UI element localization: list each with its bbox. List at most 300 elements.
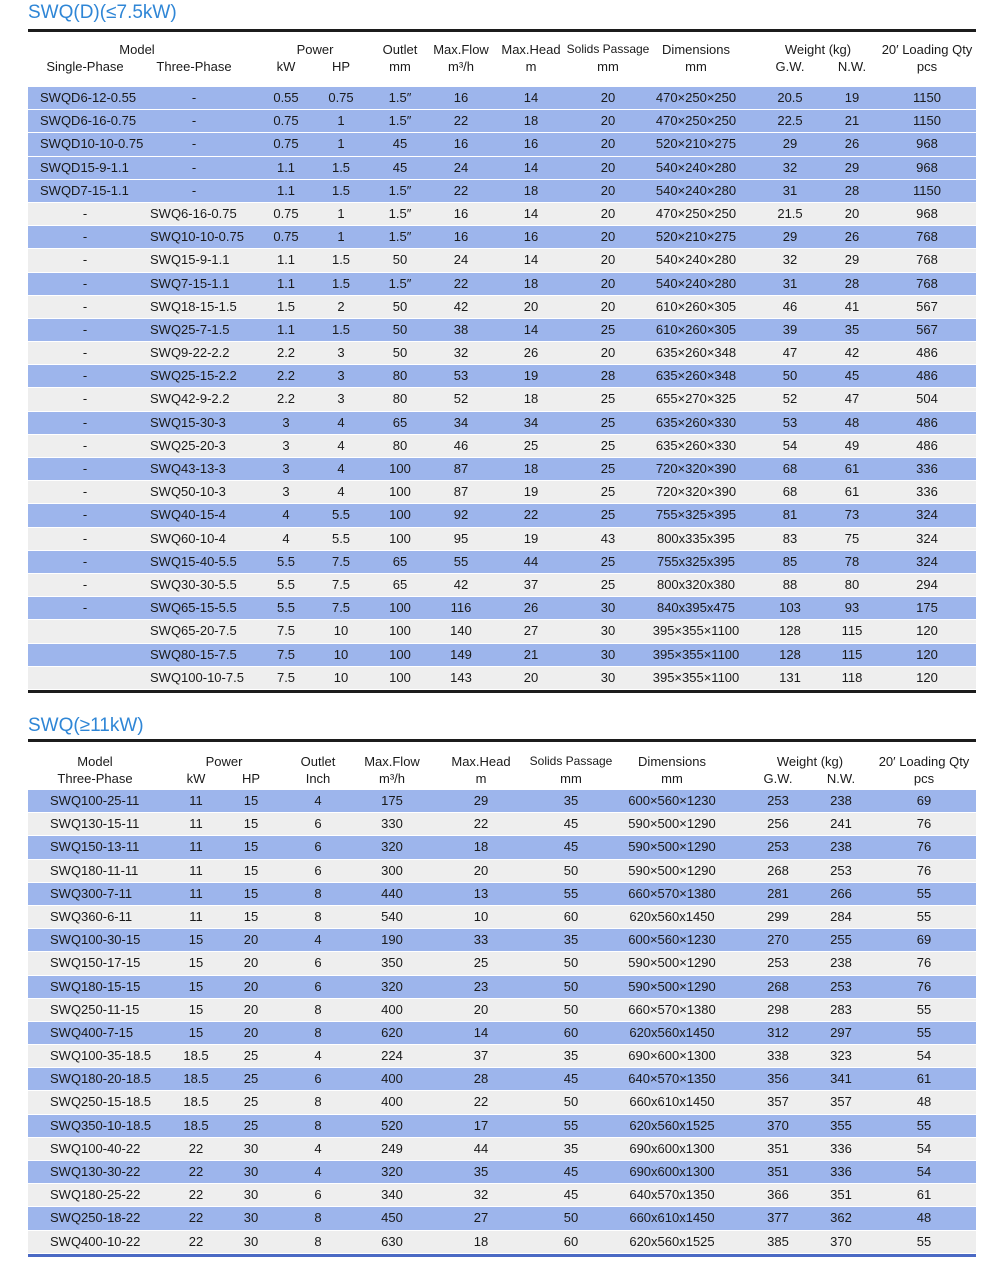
cell-single: SWQD7-15-1.1: [40, 182, 129, 198]
cell-nw: 266: [830, 885, 852, 901]
cell-flow: 320: [381, 839, 403, 855]
cell-solids: 50: [563, 1094, 579, 1110]
cell-dims: 660x610x1450: [629, 1094, 715, 1110]
table-row: [28, 574, 976, 597]
cell-qty: 486: [916, 437, 938, 453]
hdr-solids-passage: Solids Passage: [566, 42, 650, 56]
cell-dims: 620x560x1525: [629, 1117, 715, 1133]
table-swqd: [28, 29, 976, 693]
cell-gw: 253: [767, 955, 789, 971]
table-row: [28, 504, 976, 527]
cell-kw: 18.5: [183, 1071, 209, 1087]
cell-gw: 281: [767, 885, 789, 901]
cell-head: 22: [523, 507, 539, 523]
cell-dims: 620x560x1525: [629, 1233, 715, 1249]
cell-kw: 11: [189, 908, 203, 924]
hdr-outlet: Outlet: [300, 754, 336, 769]
cell-qty: 55: [916, 908, 932, 924]
cell-flow: 46: [453, 437, 469, 453]
cell-solids: 43: [600, 530, 616, 546]
cell-kw: 3: [282, 484, 290, 500]
cell-nw: 351: [830, 1187, 852, 1203]
hdr-max-flow: Max.Flow: [364, 754, 420, 769]
cell-model: SWQ250-11-15: [50, 1001, 140, 1017]
cell-dims: 610×260×305: [655, 321, 737, 337]
cell-head: 33: [473, 932, 489, 948]
cell-gw: 268: [767, 862, 789, 878]
cell-flow: 24: [453, 159, 469, 175]
cell-solids: 30: [600, 646, 616, 662]
cell-solids: 60: [563, 1233, 579, 1249]
cell-hp: 25: [243, 1094, 259, 1110]
cell-flow: 340: [381, 1187, 403, 1203]
cell-flow: 440: [381, 885, 403, 901]
cell-three: -: [191, 182, 197, 198]
cell-head: 37: [523, 576, 539, 592]
cell-kw: 11: [189, 839, 203, 855]
cell-gw: 299: [767, 908, 789, 924]
table-row: [28, 458, 976, 481]
cell-model: SWQ360-6-11: [50, 908, 133, 924]
cell-model: SWQ250-15-18.5: [50, 1094, 152, 1110]
cell-nw: 21: [844, 113, 860, 129]
cell-solids: 25: [600, 321, 616, 337]
cell-dims: 470×250×250: [655, 90, 737, 105]
cell-hp: 7.5: [331, 553, 351, 569]
cell-single: -: [82, 437, 88, 453]
cell-three: SWQ60-10-4: [150, 530, 226, 546]
cell-outlet: 4: [314, 793, 322, 808]
cell-flow: 520: [381, 1117, 403, 1133]
cell-kw: 11: [189, 816, 203, 832]
table-row: [28, 481, 976, 504]
cell-flow: 175: [381, 793, 403, 808]
cell-qty: 294: [916, 576, 938, 592]
cell-qty: 76: [916, 816, 932, 832]
cell-flow: 140: [450, 623, 472, 639]
table-row: [28, 249, 976, 272]
cell-head: 19: [523, 368, 539, 384]
hdr-head-unit: m: [525, 59, 537, 74]
cell-three: SWQ25-20-3: [150, 437, 226, 453]
cell-head: 35: [473, 1164, 489, 1179]
cell-solids: 30: [600, 669, 616, 685]
cell-head: 27: [523, 623, 539, 639]
cell-gw: 32: [782, 252, 798, 268]
table-row: [28, 551, 976, 574]
cell-outlet: 1.5″: [388, 229, 412, 245]
hdr-nw: N.W.: [837, 59, 867, 74]
cell-single: -: [82, 368, 88, 384]
cell-nw: 29: [844, 159, 860, 175]
cell-qty: 486: [916, 345, 938, 361]
cell-gw: 68: [782, 484, 798, 500]
table-row: [28, 644, 976, 667]
cell-three: -: [191, 159, 197, 175]
cell-dims: 720×320×390: [655, 461, 737, 476]
hdr-loading-qty: 20′ Loading Qty: [881, 42, 973, 57]
cell-dims: 800x335x395: [656, 530, 736, 546]
hdr-weight: Weight (kg): [784, 42, 852, 57]
cell-hp: 20: [243, 955, 259, 971]
cell-head: 18: [523, 391, 539, 407]
cell-flow: 42: [453, 298, 469, 314]
hdr-outlet-unit: mm: [389, 59, 411, 74]
cell-head: 17: [473, 1117, 489, 1133]
cell-flow: 22: [453, 182, 469, 198]
cell-gw: 47: [782, 345, 798, 361]
cell-three: SWQ15-9-1.1: [150, 252, 230, 268]
cell-kw: 2.2: [276, 345, 296, 361]
cell-dims: 655×270×325: [655, 391, 737, 407]
cell-three: SWQ40-15-4: [150, 507, 226, 523]
cell-single: -: [82, 229, 88, 245]
cell-flow: 24: [453, 252, 469, 268]
hdr-dimensions: Dimensions: [662, 42, 730, 57]
cell-head: 34: [523, 414, 539, 430]
cell-flow: 87: [453, 461, 469, 476]
cell-hp: 10: [333, 646, 349, 662]
cell-hp: 1.5: [331, 321, 351, 337]
cell-solids: 45: [563, 1164, 579, 1179]
cell-dims: 395×355×1100: [652, 646, 740, 662]
hdr-loading-qty: 20′ Loading Qty: [878, 754, 970, 769]
cell-three: SWQ100-10-7.5: [150, 669, 244, 685]
cell-outlet: 8: [314, 1233, 322, 1249]
cell-dims: 600×560×1230: [628, 793, 716, 808]
cell-solids: 20: [600, 136, 616, 152]
cell-hp: 4: [337, 461, 345, 476]
cell-kw: 5.5: [276, 600, 296, 616]
cell-head: 23: [473, 978, 489, 994]
cell-model: SWQ100-25-11: [50, 793, 140, 808]
cell-dims: 635×260×348: [655, 345, 737, 361]
cell-gw: 128: [779, 623, 801, 639]
cell-outlet: 50: [392, 345, 408, 361]
cell-outlet: 50: [392, 252, 408, 268]
cell-qty: 567: [916, 298, 938, 314]
cell-outlet: 100: [389, 484, 411, 500]
cell-kw: 22: [188, 1210, 204, 1226]
cell-hp: 4: [337, 414, 345, 430]
cell-qty: 54: [916, 1048, 932, 1064]
cell-qty: 48: [916, 1094, 932, 1110]
cell-flow: 92: [453, 507, 469, 523]
cell-model: SWQ180-15-15: [50, 978, 141, 994]
cell-head: 44: [523, 553, 539, 569]
cell-gw: 39: [782, 321, 798, 337]
cell-solids: 45: [563, 1187, 579, 1203]
cell-gw: 88: [782, 576, 798, 592]
cell-kw: 11: [189, 862, 203, 878]
cell-qty: 968: [916, 205, 938, 221]
cell-flow: 300: [381, 862, 403, 878]
cell-kw: 22: [188, 1187, 204, 1203]
table-row: [28, 412, 976, 435]
cell-kw: 15: [188, 1001, 204, 1017]
cell-dims: 395×355×1100: [652, 669, 740, 685]
cell-kw: 11: [189, 793, 203, 808]
cell-three: SWQ65-20-7.5: [150, 623, 237, 639]
cell-model: SWQ100-35-18.5: [50, 1048, 152, 1064]
cell-flow: 540: [381, 908, 403, 924]
cell-hp: 1: [337, 136, 345, 152]
cell-outlet: 100: [389, 669, 411, 685]
cell-gw: 268: [767, 978, 789, 994]
table-row: [28, 620, 976, 643]
table-row: [28, 597, 976, 620]
cell-outlet: 80: [392, 391, 408, 407]
cell-head: 32: [473, 1187, 489, 1203]
cell-three: SWQ65-15-5.5: [150, 600, 237, 616]
cell-flow: 38: [453, 321, 469, 337]
cell-solids: 55: [563, 1117, 579, 1133]
cell-three: -: [191, 90, 197, 105]
cell-gw: 253: [767, 839, 789, 855]
cell-kw: 1.5: [276, 298, 296, 314]
cell-solids: 25: [600, 414, 616, 430]
cell-nw: 323: [830, 1048, 852, 1064]
cell-single: -: [82, 391, 88, 407]
cell-flow: 95: [453, 530, 469, 546]
cell-hp: 25: [243, 1071, 259, 1087]
table-row: [28, 87, 976, 110]
cell-nw: 370: [830, 1233, 852, 1249]
cell-solids: 50: [563, 1210, 579, 1226]
table-row: [28, 528, 976, 551]
cell-flow: 224: [381, 1048, 403, 1064]
cell-kw: 0.75: [273, 136, 299, 152]
cell-hp: 20: [243, 1001, 259, 1017]
cell-dims: 590×500×1290: [628, 816, 716, 832]
cell-gw: 54: [782, 437, 798, 453]
cell-gw: 29: [782, 136, 798, 152]
cell-qty: 69: [916, 793, 932, 808]
cell-head: 27: [473, 1210, 489, 1226]
cell-dims: 640x570x1350: [629, 1187, 715, 1203]
cell-outlet: 100: [389, 461, 411, 476]
cell-nw: 357: [830, 1094, 852, 1110]
cell-outlet: 100: [389, 530, 411, 546]
cell-gw: 312: [767, 1024, 789, 1040]
cell-outlet: 80: [392, 368, 408, 384]
cell-nw: 19: [844, 90, 860, 105]
cell-head: 13: [473, 885, 489, 901]
cell-flow: 52: [453, 391, 469, 407]
cell-dims: 635×260×348: [655, 368, 737, 384]
hdr-gw: G.W.: [775, 59, 805, 74]
cell-kw: 3: [282, 414, 290, 430]
table-row: [28, 342, 976, 365]
cell-qty: 324: [916, 530, 938, 546]
cell-hp: 30: [243, 1164, 259, 1179]
cell-hp: 15: [243, 839, 259, 855]
cell-flow: 400: [381, 1001, 403, 1017]
cell-nw: 61: [844, 461, 860, 476]
cell-single: -: [82, 205, 88, 221]
cell-flow: 630: [381, 1233, 403, 1249]
cell-gw: 128: [779, 646, 801, 662]
table-row: [28, 860, 976, 883]
cell-dims: 635×260×330: [655, 437, 737, 453]
cell-qty: 1150: [913, 113, 941, 129]
cell-hp: 15: [243, 816, 259, 832]
cell-kw: 1.1: [276, 159, 296, 175]
cell-dims: 590×500×1290: [628, 839, 716, 855]
cell-hp: 20: [243, 1024, 259, 1040]
cell-dims: 520×210×275: [655, 136, 737, 152]
cell-head: 20: [523, 669, 539, 685]
cell-nw: 29: [844, 252, 860, 268]
cell-single: -: [82, 252, 88, 268]
cell-outlet: 1.5″: [388, 182, 412, 198]
cell-solids: 25: [600, 576, 616, 592]
table-row: [28, 836, 976, 859]
cell-outlet: 8: [314, 1094, 322, 1110]
cell-nw: 42: [844, 345, 860, 361]
cell-outlet: 4: [314, 1164, 322, 1179]
cell-nw: 28: [844, 275, 860, 291]
cell-hp: 3: [337, 368, 345, 384]
table-row: [28, 999, 976, 1022]
cell-nw: 78: [844, 553, 860, 569]
cell-gw: 31: [782, 275, 798, 291]
cell-gw: 85: [782, 553, 798, 569]
cell-gw: 68: [782, 461, 798, 476]
cell-solids: 60: [563, 908, 579, 924]
cell-flow: 330: [381, 816, 403, 832]
cell-kw: 22: [188, 1233, 204, 1249]
cell-outlet: 8: [314, 1024, 322, 1040]
cell-flow: 55: [453, 553, 469, 569]
cell-solids: 60: [563, 1024, 579, 1040]
hdr-solids-passage: Solids Passage: [529, 754, 613, 768]
cell-solids: 35: [563, 932, 579, 948]
cell-nw: 362: [830, 1210, 852, 1226]
cell-solids: 20: [600, 275, 616, 291]
table-row: [28, 1138, 976, 1161]
cell-outlet: 6: [314, 1187, 322, 1203]
cell-flow: 320: [381, 978, 403, 994]
cell-model: SWQ350-10-18.5: [50, 1117, 152, 1133]
cell-solids: 30: [600, 623, 616, 639]
cell-flow: 249: [381, 1140, 403, 1156]
cell-qty: 120: [916, 646, 938, 662]
cell-flow: 22: [453, 275, 469, 291]
table-row: [28, 365, 976, 388]
table-row: [28, 667, 976, 690]
cell-flow: 620: [381, 1024, 403, 1040]
cell-nw: 73: [844, 507, 860, 523]
cell-qty: 76: [916, 978, 932, 994]
cell-head: 14: [473, 1024, 489, 1040]
cell-nw: 284: [830, 908, 852, 924]
cell-head: 20: [473, 1001, 489, 1017]
cell-outlet: 100: [389, 623, 411, 639]
cell-solids: 35: [563, 1140, 579, 1156]
cell-kw: 1.1: [276, 252, 296, 268]
cell-dims: 540×240×280: [655, 275, 737, 291]
cell-flow: 116: [450, 600, 472, 616]
cell-solids: 30: [600, 600, 616, 616]
table-row: [28, 1022, 976, 1045]
cell-head: 18: [473, 1233, 489, 1249]
cell-kw: 5.5: [276, 576, 296, 592]
cell-three: SWQ15-30-3: [150, 414, 226, 430]
cell-gw: 370: [767, 1117, 789, 1133]
cell-dims: 635×260×330: [655, 414, 737, 430]
cell-outlet: 45: [392, 136, 408, 152]
cell-kw: 1.1: [276, 275, 296, 291]
cell-solids: 20: [600, 345, 616, 361]
cell-outlet: 6: [314, 839, 322, 855]
cell-single: -: [82, 507, 88, 523]
cell-dims: 660x610x1450: [629, 1210, 715, 1226]
cell-solids: 25: [600, 507, 616, 523]
cell-kw: 4: [282, 507, 290, 523]
cell-gw: 53: [782, 414, 798, 430]
cell-nw: 283: [830, 1001, 852, 1017]
table-row: [28, 906, 976, 929]
cell-three: SWQ50-10-3: [150, 484, 226, 500]
cell-nw: 75: [844, 530, 860, 546]
cell-hp: 0.75: [328, 90, 354, 105]
cell-dims: 590×500×1290: [628, 978, 716, 994]
cell-model: SWQ100-40-22: [50, 1140, 141, 1156]
cell-single: -: [82, 576, 88, 592]
cell-hp: 25: [243, 1117, 259, 1133]
cell-solids: 50: [563, 978, 579, 994]
cell-gw: 256: [767, 816, 789, 832]
cell-flow: 400: [381, 1094, 403, 1110]
cell-hp: 30: [243, 1140, 259, 1156]
cell-hp: 15: [243, 908, 259, 924]
cell-hp: 20: [243, 932, 259, 948]
table-row: [28, 790, 976, 813]
hdr-outlet-unit: Inch: [305, 771, 331, 786]
cell-outlet: 65: [392, 414, 408, 430]
cell-three: SWQ7-15-1.1: [150, 275, 230, 291]
cell-outlet: 8: [314, 1210, 322, 1226]
hdr-max-head: Max.Head: [501, 42, 561, 57]
cell-three: SWQ25-15-2.2: [150, 368, 237, 384]
hdr-head-unit: m: [475, 771, 487, 786]
cell-solids: 50: [563, 1001, 579, 1017]
cell-kw: 15: [188, 978, 204, 994]
cell-nw: 238: [830, 793, 852, 808]
cell-outlet: 6: [314, 955, 322, 971]
cell-flow: 400: [381, 1071, 403, 1087]
cell-qty: 61: [916, 1071, 932, 1087]
table-row: [28, 883, 976, 906]
cell-head: 14: [523, 321, 539, 337]
cell-qty: 1150: [913, 182, 941, 198]
cell-gw: 351: [767, 1140, 789, 1156]
cell-outlet: 65: [392, 576, 408, 592]
cell-solids: 20: [600, 252, 616, 268]
cell-kw: 1.1: [276, 321, 296, 337]
table-row: [28, 110, 976, 133]
cell-outlet: 1.5″: [388, 275, 412, 291]
cell-head: 18: [523, 461, 539, 476]
cell-three: SWQ80-15-7.5: [150, 646, 237, 662]
cell-single: SWQD10-10-0.75: [40, 136, 144, 152]
table-swq: [28, 739, 976, 1257]
cell-qty: 504: [916, 391, 938, 407]
cell-nw: 115: [841, 623, 863, 639]
cell-flow: 53: [453, 368, 469, 384]
hdr-nw: N.W.: [826, 771, 856, 786]
